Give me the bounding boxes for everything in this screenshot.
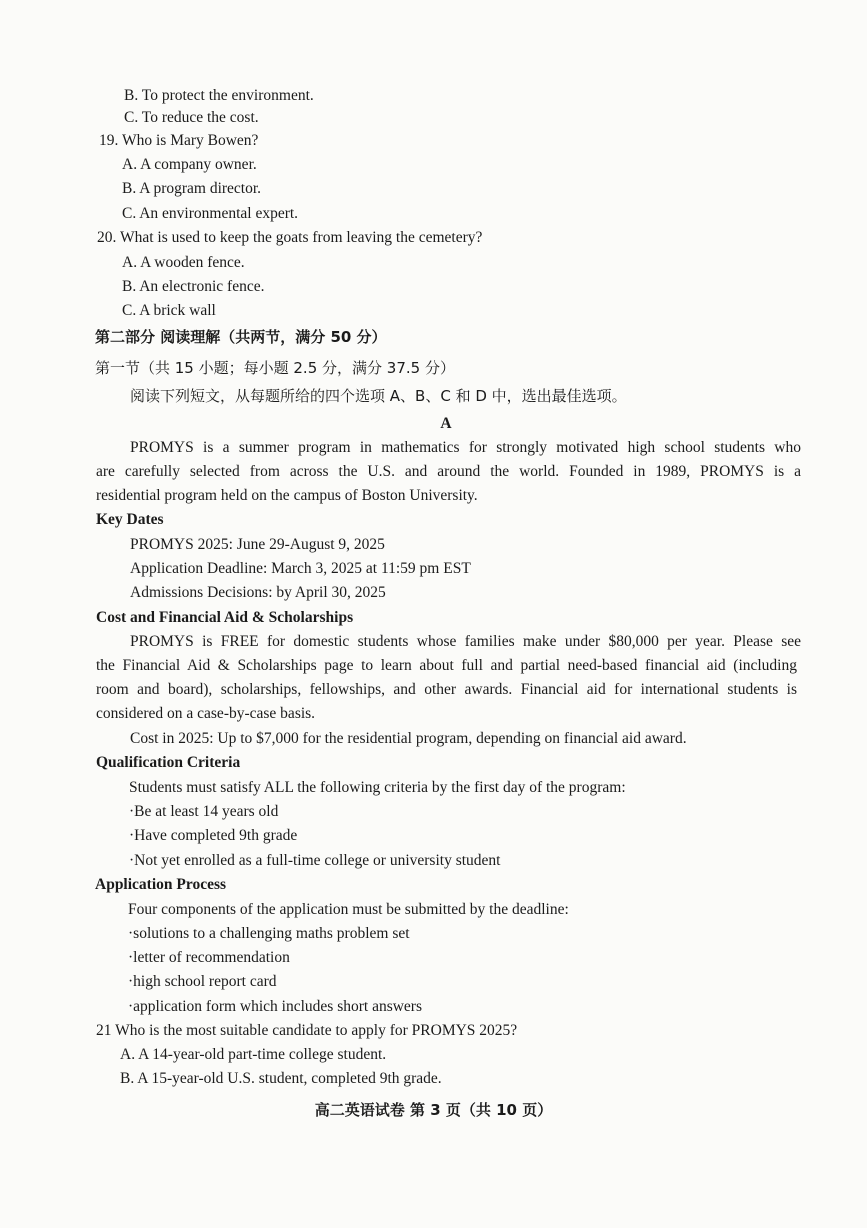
q20-option-a: A. A wooden fence. [122,254,245,271]
qualification-intro: Students must satisfy ALL the following criteria by the first day of the program: [129,779,626,796]
q19-option-b: B. A program director. [122,180,262,197]
q20-option-c: C. A brick wall [122,302,216,319]
key-date-item: Admissions Decisions: by April 30, 2025 [130,584,386,601]
reading-instruction: 阅读下列短文，从每题所给的四个选项 A、B、C 和 D 中，选出最佳选项。 [130,387,627,405]
q20-option-b: B. An electronic fence. [122,278,265,295]
cost-2025-line: Cost in 2025: Up to $7,000 for the residential program, depending on financial aid award. [130,730,687,747]
qualification-item: ·Have completed 9th grade [129,827,298,844]
q21-question: 21 Who is the most suitable candidate to apply for PROMYS 2025? [96,1022,518,1039]
q20-question: 20. What is used to keep the goats from leaving the cemetery? [97,229,483,246]
key-date-item: Application Deadline: March 3, 2025 at 11:59 pm EST [130,560,471,577]
section1-heading: 第一节（共 15 小题；每小题 2.5 分，满分 37.5 分） [95,359,455,377]
qualification-item: ·Be at least 14 years old [129,803,279,820]
q21-option-b: B. A 15-year-old U.S. student, completed 9th grade. [120,1070,442,1087]
cost-line-1: PROMYS is FREE for domestic students whose families make under $80,000 per year. Please see [130,633,801,650]
key-date-item: PROMYS 2025: June 29-August 9, 2025 [130,536,385,553]
qualification-heading: Qualification Criteria [96,754,241,771]
intro-line-1: PROMYS is a summer program in mathematics for strongly motivated high school students who [130,439,801,456]
part2-heading: 第二部分 阅读理解（共两节，满分 50 分） [95,328,387,346]
cost-line-3: room and board), scholarships, fellowships, and other awards. Financial aid for international students is [96,681,797,698]
qualification-item: ·Not yet enrolled as a full-time college or university student [129,852,501,869]
intro-line-3: residential program held on the campus of Boston University. [96,487,478,504]
cost-line-2: the Financial Aid & Scholarships page to learn about full and partial need-based financial aid (including [96,657,797,674]
application-heading: Application Process [95,876,227,893]
cost-line-4: considered on a case-by-case basis. [96,705,316,722]
application-item: ·high school report card [128,973,277,990]
application-item: ·letter of recommendation [128,949,290,966]
application-item: ·solutions to a challenging maths problem set [128,925,410,942]
key-dates-heading: Key Dates [96,511,164,528]
application-intro: Four components of the application must be submitted by the deadline: [128,901,569,918]
q21-option-a: A. A 14-year-old part-time college student. [120,1046,387,1063]
intro-line-2: are carefully selected from across the U.S. and around the world. Founded in 1989, PROMYS is a [96,463,801,480]
q19-option-c: C. An environmental expert. [122,205,299,222]
q19-question: 19. Who is Mary Bowen? [99,132,259,149]
cost-heading: Cost and Financial Aid & Scholarships [96,609,354,626]
q18-option-c: C. To reduce the cost. [124,109,259,126]
q19-option-a: A. A company owner. [122,156,257,173]
application-item: ·application form which includes short answers [128,998,422,1015]
q18-option-b: B. To protect the environment. [124,87,314,104]
passage-letter: A [440,415,452,432]
page-footer: 高二英语试卷 第 3 页（共 10 页） [314,1101,553,1119]
